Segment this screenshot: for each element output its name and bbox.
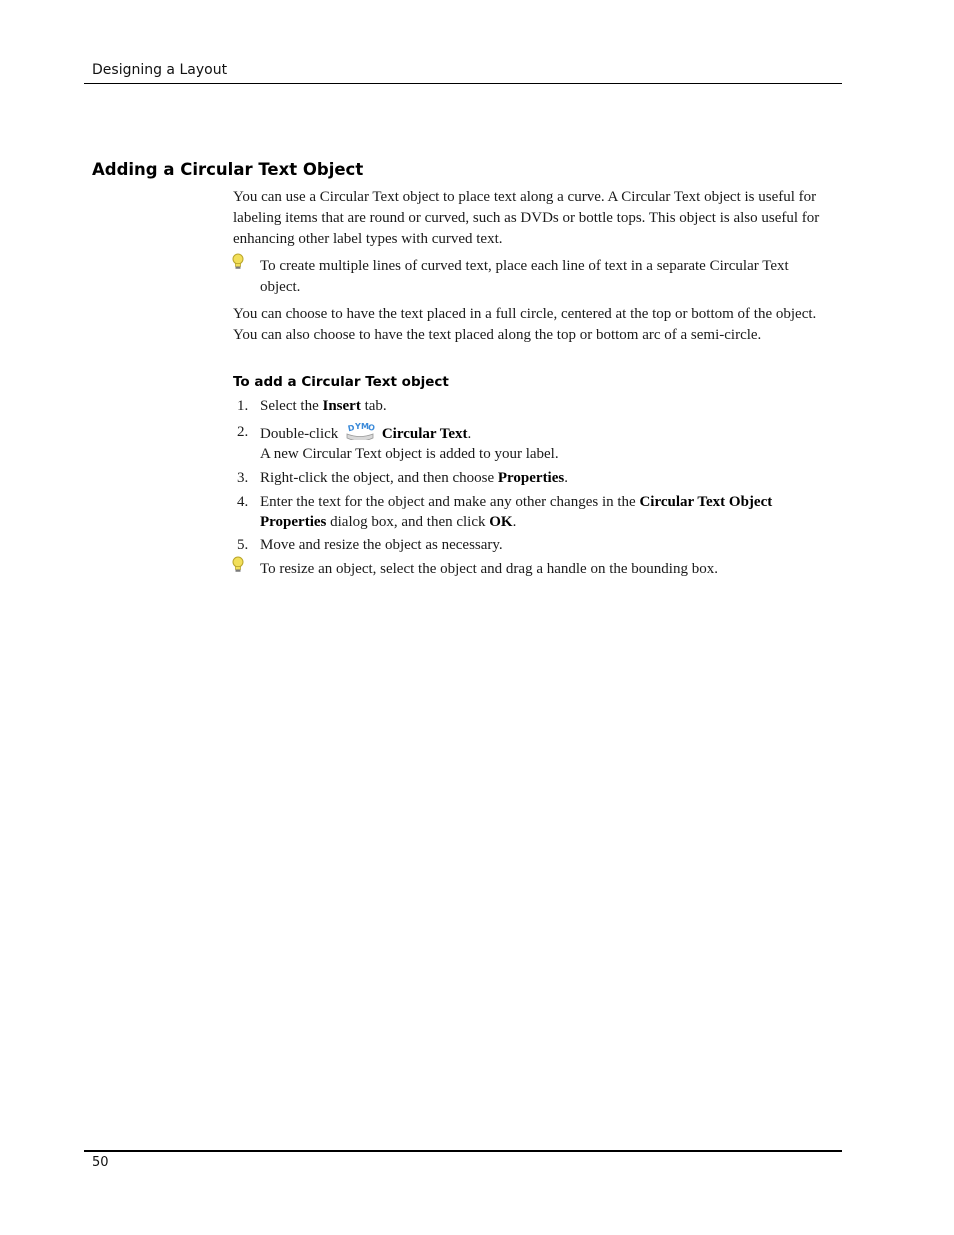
- tip-text-1: To create multiple lines of curved text, place each line of text in a separate Circular Text object.: [260, 258, 789, 295]
- procedure-title: To add a Circular Text object: [233, 374, 449, 390]
- options-paragraph: You can choose to have the text placed in a full circle, centered at the top or bottom of the object. You can also choose to have the text placed along the top or bottom arc of a semi-circle.: [233, 306, 817, 343]
- running-header: Designing a Layout: [92, 62, 228, 78]
- svg-text:Y: Y: [355, 422, 361, 431]
- intro-paragraph: You can use a Circular Text object to place text along a curve. A Circular Text object is useful for labeling items that are round or curved, such as DVDs or bottle tops. This object is also useful for enhancing other label types with curved text.: [233, 189, 820, 247]
- header-rule: [84, 83, 842, 84]
- lightbulb-icon: [231, 556, 245, 574]
- svg-text:M: M: [361, 422, 370, 431]
- dymo-circular-text-icon: [344, 422, 376, 440]
- footer-rule: [84, 1150, 842, 1152]
- step-2-note: A new Circular Text object is added to your label.: [260, 446, 559, 462]
- section-title: Adding a Circular Text Object: [92, 160, 364, 179]
- svg-text:O: O: [367, 422, 376, 433]
- tip-text-2: To resize an object, select the object and drag a handle on the bounding box.: [260, 561, 718, 577]
- page-number: 50: [92, 1155, 109, 1170]
- lightbulb-icon: [231, 253, 245, 271]
- svg-text:D: D: [347, 423, 356, 434]
